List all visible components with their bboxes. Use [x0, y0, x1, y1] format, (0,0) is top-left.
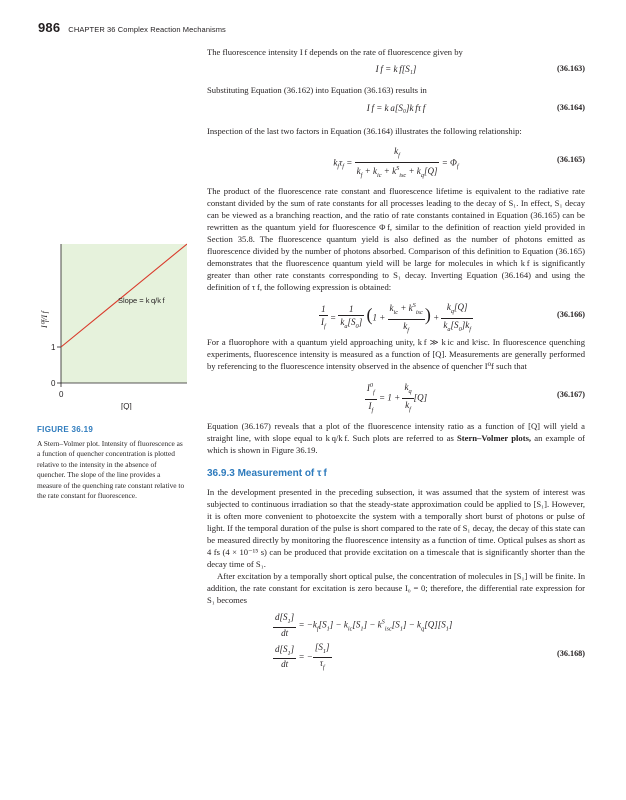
main-text-column — [207, 46, 585, 671]
y-axis-label: I⁰f/I f — [40, 311, 49, 328]
page-header — [38, 19, 226, 37]
equation-36-168-number: (36.168) — [557, 649, 585, 658]
equation-36-166: $\frac{1}{I_f}$ = $\frac{1}{k_a[S_0]}$ (1 + $\frac{k_{ic} + k^S_{isc}}{k_f}$ ) + $\frac{k_q[Q]}{k_a[S_0]k_f}$ (36.166) — [321, 302, 585, 334]
paragraph-3: Inspection of the last two factors in Equation (36.164) illustrates the following relationship: — [207, 126, 522, 136]
xtick-label-0: 0 — [59, 390, 64, 399]
equation-36-166-number: (36.166) — [557, 310, 585, 319]
equation-36-164-number: (36.164) — [557, 103, 585, 112]
paragraph-4: The product of the fluorescence rate constant and fluorescence lifetime is equivalent to the radiative rate constant divided by the sum of rate constants for all processes leading to the decay of S₁. In effect, S₁ decay can be viewed as a branching reaction, and the ratio of rate constants contained in Equation (36.165) can be rewritten as the quantum yield for fluorescence Φ f, similar to the definition of reaction yield provided in Section 35.8. The fluorescence quantum yield is also defined as the number of photons emitted as fluorescence divided by the number of photons absorbed. Comparison of this definition to Equation (36.165) demonstrates that the fluorescence quantum yield will be large for molecules in which k f is significantly greater than other rate constants corresponding to S₁ decay. Inverting Equation (36.164) and using the definition of τ f, the following expression is obtained: — [207, 186, 585, 292]
stern-volmer-term: Stern–Volmer plots, — [457, 433, 532, 443]
x-axis-label: [Q] — [121, 402, 132, 410]
paragraph-6: Equation (36.167) reveals that a plot of the fluorescence intensity ratio as a function of [Q] will yield a straight line, with slope equal to k q/k f. Such plots are referred to as Stern–Volmer plots, an example of which is shown in Figure 36.19. — [207, 421, 585, 455]
equation-36-167: $\frac{I^0_f}{I_f}$ = 1 + $\frac{k_q}{k_f}$ [Q] (36.167) — [366, 382, 585, 414]
slope-annotation: Slope = k q/k f — [118, 296, 165, 305]
equation-36-163-number: (36.163) — [557, 64, 585, 73]
ytick-label-0: 0 — [51, 379, 56, 388]
section-heading: 36.9.3 Measurement of τ f — [207, 468, 327, 479]
paragraph-5: For a fluorophore with a quantum yield approaching unity, k f ≫ k ic and kˢisc. In fluorescence quenching experiments, fluorescence intensity is measured as a function of [Q]. Measurements are generally performed by referencing to the fluorescence intensity observed in the absence of quencher I⁰f such that — [207, 337, 585, 371]
ytick-label-1: 1 — [51, 343, 56, 352]
figure-label: FIGURE 36.19 — [37, 425, 94, 434]
stern-volmer-plot — [37, 240, 187, 410]
figure-caption-block — [37, 425, 185, 502]
equation-36-163-body: I f = k f[S₁] — [375, 64, 417, 74]
equation-36-167-number: (36.167) — [557, 390, 585, 399]
chapter-title: CHAPTER 36 Complex Reaction Mechanisms — [68, 25, 226, 34]
paragraph-7: In the development presented in the preceding subsection, it was assumed that the system of interest was subjected to continuous irradiation so that the steady-state approximation could be applied to [S₁]. However, it is often more convenient to photoexcite the system with a temporally short burst of photons or pulse of light. If the temporal duration of the pulse is short compared to the rate of S₁ decay, the decay of this state can be measured directly by monitoring the fluorescence intensity as a function of time. Optical pulses as short as 4 fs (4 × 10⁻¹⁵ s) can be produced that provide excitation on a timescale that is significantly shorter than the decay time of S₁. — [207, 487, 585, 569]
equation-36-164 — [207, 102, 585, 120]
page-number: 986 — [38, 20, 61, 35]
equation-36-164-body: I f = k a[S₀]k fτ f — [366, 103, 426, 113]
equation-36-165: $k_f\tau_f$ = $\frac{k_f}{k_f + k_{ic} + k^S_{isc} + k_q[Q]}$ = $\Phi_f$ (36.165) — [333, 146, 585, 179]
paragraph-1: The fluorescence intensity I f depends on the rate of fluorescence given by — [207, 47, 463, 57]
equation-36-165-number: (36.165) — [557, 155, 585, 164]
plot-background — [61, 244, 187, 383]
equation-36-168: $\frac{d[S_1]}{dt}$ = $-k_f[S_1] - k_{ic}[S_1] - k^S_{isc}[S_1] - k_q[Q][S_1]$ $\frac{d[S_1]}{dt}$ = − $\frac{[S_1]}{\tau_f}$ (36.168) — [275, 612, 585, 671]
figure-caption: A Stern–Volmer plot. Intensity of fluorescence as a function of quencher concentration is plotted relative to the intensity in the absence of quencher. The slope of the line provides a measure of the quenching rate constant relative to the rate constant for fluorescence. — [37, 438, 185, 500]
paragraph-8: After excitation by a temporally short optical pulse, the concentration of molecules in [S₁] will be finite. In addition, the rate constant for excitation is zero because I₀ = 0; therefore, the differential rate expression for S₁ becomes — [207, 571, 585, 605]
paragraph-2: Substituting Equation (36.162) into Equation (36.163) results in — [207, 85, 427, 95]
equation-36-163 — [207, 63, 585, 81]
